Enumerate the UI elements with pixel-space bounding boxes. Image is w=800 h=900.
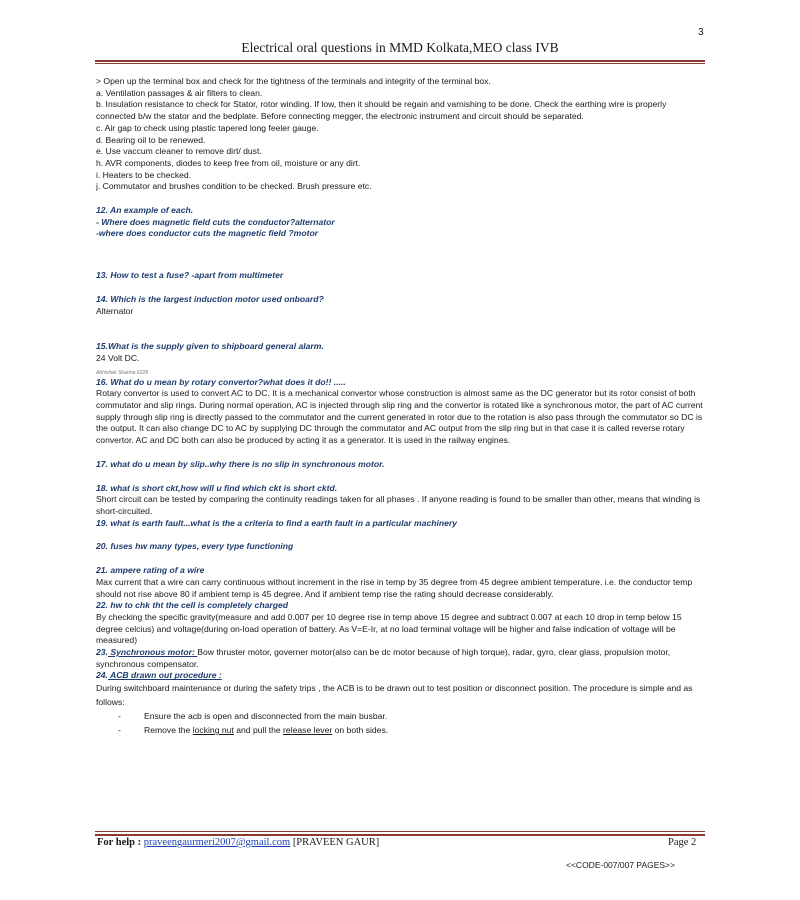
question-12-line: - Where does magnetic field cuts the conductor?alternator: [96, 216, 335, 227]
step-text: Remove the: [144, 725, 193, 736]
procedure-step: [144, 723, 388, 737]
page-number: 3: [698, 27, 704, 38]
question-24-intro: During switchboard maintenance or during the safety trips , the ACB is to be drawn out to test position or disconnect position. The procedure is simple and as follows:: [96, 683, 693, 707]
footer-rule: [95, 834, 705, 836]
maintenance-line: d. Bearing oil to be renewed.: [96, 134, 206, 145]
maintenance-line: a. Ventilation passages & air filters to clean.: [96, 87, 263, 98]
question-22-answer: By checking the specific gravity(measure and add 0.007 per 10 degree rise in temp above 15 degree and subtract 0.007 at each 10 drop in temp below 15 degree celcius) and voltage(during on-load operation of battery. As V=E-Ir, at no load terminal voltage will be higher and false indication of voltage will be measured): [96, 611, 682, 646]
footer-help-label: For help :: [97, 837, 144, 848]
release-lever-term: release lever: [283, 725, 333, 736]
dash-bullet: -: [118, 725, 121, 736]
footer-author: [PRAVEEN GAUR]: [290, 837, 380, 848]
email-link[interactable]: praveengaurmeri2007@gmail.com: [143, 837, 291, 848]
question-15-answer: 24 Volt DC.: [96, 352, 140, 363]
header-rule-thin: [95, 63, 705, 64]
step-text: and pull the: [233, 725, 284, 736]
maintenance-line: c. Air gap to check using plastic tapered long feeler gauge.: [96, 122, 319, 133]
question-24-number: 24.: [96, 670, 108, 681]
question-18-answer: Short circuit can be tested by comparing the continuity readings taken for all phases . If anyone reading is found to be smaller than other, means that winding is short-circuited.: [96, 494, 701, 516]
question-14-answer: Alternator: [96, 305, 134, 316]
footer-page-label: Page 2: [668, 837, 697, 848]
question-24-heading: [96, 670, 706, 682]
question-16-title: 16. What do u mean by rotary convertor?what does it do!! .....: [96, 376, 346, 387]
question-23-title: Synchronous motor:: [107, 647, 198, 658]
question-21-answer: Max current that a wire can carry continuous without increment in the rise in temp by 35 degree from 45 degree ambient temperature. i.e. the conductor temp should not rise above 80 if ambient temp is 45 degree. And if ambient temp rise the rating should decrease considerably.: [96, 576, 693, 599]
maintenance-line: e. Use vaccum cleaner to remove dirt/ dust.: [96, 146, 262, 157]
header-rule: [95, 60, 705, 62]
question-20-title: 20. fuses hw many types, every type functioning: [96, 541, 294, 552]
maintenance-line: b. Insulation resistance to check for Stator, rotor winding. If low, then it should be regain and varnishing to be done. Check the earthing wire is properly connected b/w the stator and the bedplate. Before connecting megger, the electronic instrument and circuit should be separated.: [96, 99, 667, 122]
step-text: on both sides.: [332, 725, 389, 736]
procedure-step: Ensure the acb is open and disconnected from the main busbar.: [144, 711, 388, 722]
footer-help: [97, 837, 379, 848]
question-22-title: 22. hw to chk tht the cell is completely charged: [96, 600, 288, 611]
question-17-title: 17. what do u mean by slip..why there is no slip in synchronous motor.: [96, 458, 385, 469]
document-code: <<CODE-007/007 PAGES>>: [566, 860, 675, 870]
document-body: [96, 76, 706, 737]
question-18-title: 18. what is short ckt,how will u find which ckt is short cktd.: [96, 482, 338, 493]
question-19-title: 19. what is earth fault...what is the a criteria to find a earth fault in a particular machinery: [96, 517, 458, 528]
maintenance-line: > Open up the terminal box and check for the tightness of the terminals and integrity of the terminal box.: [96, 76, 491, 86]
locking-nut-term: locking nut: [192, 725, 234, 736]
question-15-title: 15.What is the supply given to shipboard general alarm.: [96, 341, 324, 352]
list-item: [118, 723, 706, 737]
question-23-number: 23.: [96, 647, 108, 658]
question-23: [96, 647, 706, 670]
question-14-title: 14. Which is the largest induction motor used onboard?: [96, 293, 324, 304]
maintenance-line: h. AVR components, diodes to keep free from oil, moisture or any dirt.: [96, 157, 361, 168]
question-16-answer: Rotary convertor is used to convert AC to DC. It is a mechanical convertor whose construction is almost same as the DC generator but its rotor consist of both commutator and slip rings. During normal operation, AC is injected through slip ring and the convertor is rotated like a synchronous motor, the part of AC current supply through slip ring is directly passed to the commutator and the current generated in rotor due to the rotation is also pass through the commutator so DC is the output. It can also change DC to AC by supplying DC through the commutator and AC output from the slip ring but in that case it is called reverse rotary convertor. AC and DC both can also be produced by acting it as a generator. It is used in the railway engines.: [96, 388, 703, 446]
footer-rule-thin: [95, 831, 705, 832]
question-24-title: ACB drawn out procedure :: [107, 670, 222, 681]
question-23-answer: Bow thruster motor, governer motor(also can be dc motor because of high torque), radar, gyro, clear glass, propulsion motor, synchronous compensator.: [96, 647, 671, 669]
question-12-title: 12. An example of each.: [96, 205, 194, 216]
author-credit: Abhishek Sharma 6228: [96, 369, 148, 376]
maintenance-line: j. Commutator and brushes condition to be checked. Brush pressure etc.: [96, 181, 372, 192]
list-item: [118, 709, 706, 723]
document-title: Electrical oral questions in MMD Kolkata,MEO class IVB: [241, 40, 559, 55]
question-21-title: 21. ampere rating of a wire: [96, 565, 205, 576]
dash-bullet: -: [118, 711, 121, 722]
question-12-line: -where does conductor cuts the magnetic field ?motor: [96, 228, 319, 239]
question-13-title: 13. How to test a fuse? -apart from multimeter: [96, 270, 284, 281]
maintenance-line: i. Heaters to be checked.: [96, 169, 192, 180]
